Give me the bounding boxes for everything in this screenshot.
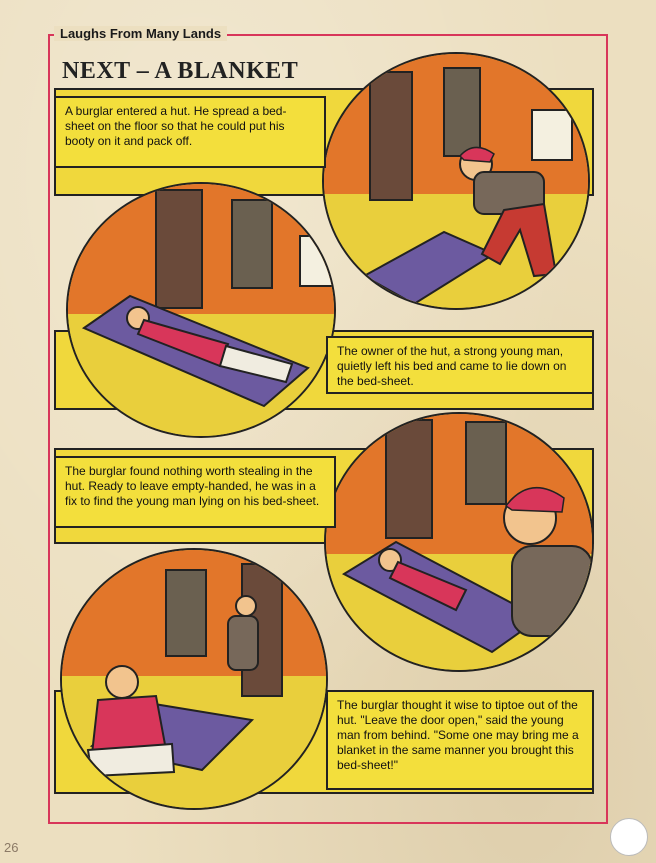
series-title: Laughs From Many Lands [54, 26, 227, 41]
caption-2: The owner of the hut, a strong young man, quietly left his bed and came to lie down on the bed-sheet. [326, 336, 594, 394]
caption-4: The burglar thought it wise to tiptoe out of the hut. "Leave the door open," said the young man from behind. "Some one may bring me a blanket in the same manner you brought this bed-sheet!" [326, 690, 594, 790]
panel-2-illustration [66, 182, 336, 438]
publisher-logo [610, 818, 648, 856]
panel-1-illustration [322, 52, 590, 310]
panel-4-illustration [60, 548, 328, 810]
panel-3-illustration [324, 412, 594, 672]
caption-1: A burglar entered a hut. He spread a bed-sheet on the floor so that he could put his booty on it and pack off. [54, 96, 326, 168]
story-title: NEXT – A BLANKET [62, 58, 299, 84]
page-number: 26 [4, 840, 19, 855]
caption-3: The burglar found nothing worth stealing in the hut. Ready to leave empty-handed, he was in a fix to find the young man lying on his bed-sheet. [54, 456, 336, 528]
